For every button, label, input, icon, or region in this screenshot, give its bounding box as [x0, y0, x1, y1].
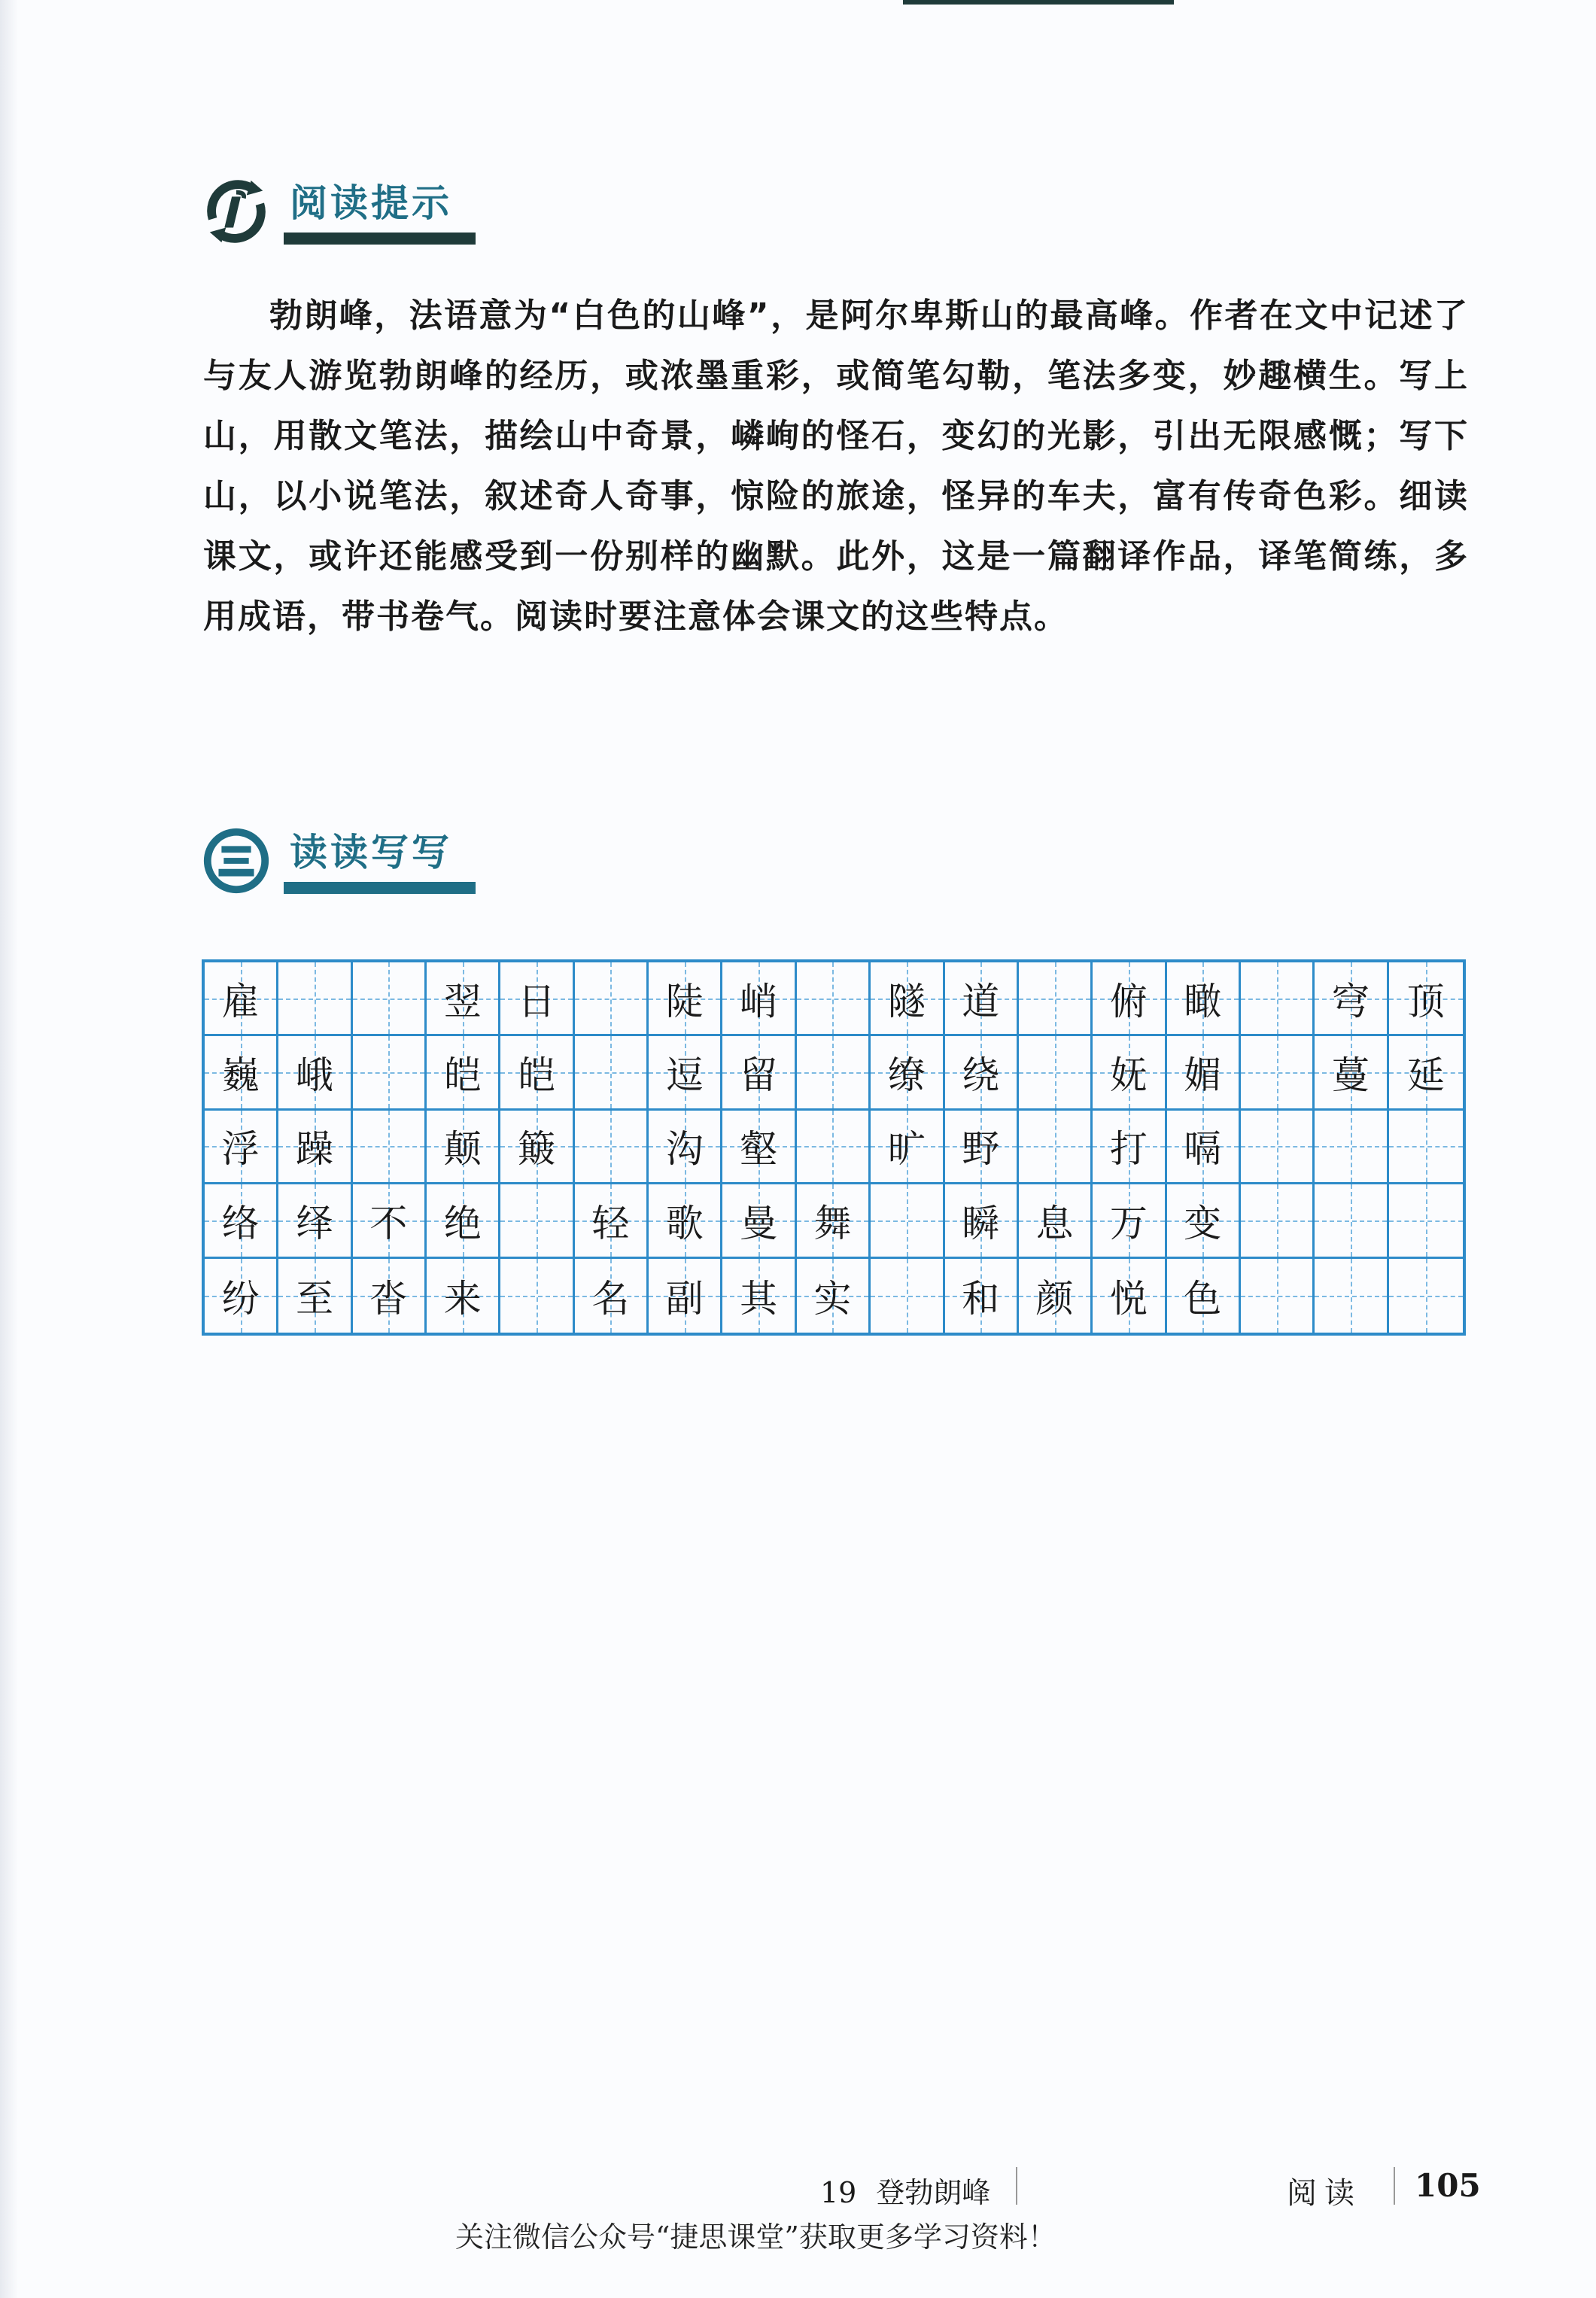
section-title: 阅读提示: [290, 181, 452, 225]
grid-cell: [1315, 962, 1388, 1036]
grid-cell: [649, 1184, 722, 1258]
reading-tip-text: 勃朗峰，法语意为“白色的山峰”，是阿尔卑斯山的最高峰。作者在文中记述了与友人游览勃朗峰的经历，或浓墨重彩，或简笔勾勒，笔法多变，妙趣横生。写上山，用散文笔法，描绘山中奇景，嶙峋的怪石，变幻的光影，引出无限感慨；写下山，以小说笔法，叙述奇人奇事，惊险的旅途，怪异的车夫，富有传奇色彩。细读课文，或许还能感受到一份别样的幽默。此外，这是一篇翻译作品，译笔简练，多用成语，带书卷气。阅读时要注意体会课文的这些特点。: [203, 296, 1469, 636]
grid-cell: [427, 1184, 500, 1258]
grid-cell: [1315, 1111, 1388, 1184]
grid-character: 来: [443, 1276, 482, 1321]
grid-cell: [1315, 1259, 1388, 1333]
grid-cell: [427, 1111, 500, 1184]
grid-cell: [1241, 1111, 1315, 1184]
three-lines-icon: [199, 824, 273, 898]
grid-character: 绎: [296, 1201, 334, 1245]
grid-character: 其: [740, 1276, 778, 1321]
grid-character: 皑: [518, 1053, 556, 1098]
grid-character: 轻: [591, 1201, 630, 1245]
grid-character: 变: [1184, 1201, 1222, 1245]
grid-cell: [1241, 962, 1315, 1036]
grid-character: 穹: [1331, 979, 1370, 1023]
grid-character: 巍: [221, 1053, 260, 1098]
section-title: 读读写写: [290, 830, 452, 874]
grid-cell: [1389, 1184, 1463, 1258]
grid-character: 打: [1109, 1127, 1148, 1172]
grid-character: 簸: [518, 1127, 556, 1172]
grid-cell: [649, 1111, 722, 1184]
grid-cell: [797, 962, 871, 1036]
grid-cell: [500, 1036, 574, 1110]
grid-cell: [205, 1259, 278, 1333]
grid-cell: [1389, 1111, 1463, 1184]
grid-cell: [205, 1036, 278, 1110]
grid-character: 实: [813, 1276, 852, 1321]
grid-cell: [1241, 1036, 1315, 1110]
grid-cell: [649, 962, 722, 1036]
grid-character: 浮: [221, 1127, 260, 1172]
grid-character: 留: [740, 1053, 778, 1098]
grid-cell: [797, 1259, 871, 1333]
read-write-header: [199, 824, 476, 898]
page-number: 105: [1415, 2167, 1481, 2204]
grid-character: 悦: [1109, 1276, 1148, 1321]
grid-character: 峭: [740, 979, 778, 1023]
reading-tip-header: [199, 175, 476, 248]
grid-cell: [871, 1036, 944, 1110]
grid-cell: [1167, 1111, 1241, 1184]
grid-character: 绕: [962, 1053, 1000, 1098]
grid-character: 道: [962, 979, 1000, 1023]
grid-character: 络: [221, 1201, 260, 1245]
grid-character: 顶: [1406, 979, 1445, 1023]
grid-cell: [575, 1259, 649, 1333]
grid-cell: [1241, 1259, 1315, 1333]
grid-cell: [353, 1259, 427, 1333]
section-underline: [284, 882, 476, 894]
grid-cell: [945, 1036, 1019, 1110]
grid-cell: [353, 962, 427, 1036]
grid-cell: [1315, 1184, 1388, 1258]
grid-cell: [1019, 1111, 1093, 1184]
grid-character: 舞: [813, 1201, 852, 1245]
grid-cell: [353, 1036, 427, 1110]
grid-cell: [500, 962, 574, 1036]
grid-cell: [575, 1036, 649, 1110]
grid-character: 和: [962, 1276, 1000, 1321]
grid-character: 颜: [1035, 1276, 1074, 1321]
grid-character: 旷: [887, 1127, 926, 1172]
grid-character: 歌: [665, 1201, 704, 1245]
grid-cell: [278, 1036, 352, 1110]
grid-cell: [1093, 1111, 1166, 1184]
grid-cell: [945, 1111, 1019, 1184]
grid-cell: [278, 1184, 352, 1258]
grid-character: 翌: [443, 979, 482, 1023]
grid-cell: [722, 1111, 796, 1184]
grid-cell: [353, 1184, 427, 1258]
grid-cell: [1389, 1036, 1463, 1110]
grid-character: 曼: [740, 1201, 778, 1245]
grid-cell: [500, 1259, 574, 1333]
grid-cell: [205, 1184, 278, 1258]
grid-cell: [1167, 1184, 1241, 1258]
grid-cell: [278, 962, 352, 1036]
lesson-title: 登勃朗峰: [876, 2176, 991, 2209]
grid-character: 野: [962, 1127, 1000, 1172]
grid-character: 息: [1035, 1201, 1074, 1245]
grid-character: 逗: [665, 1053, 704, 1098]
grid-cell: [945, 1184, 1019, 1258]
grid-character: 躁: [296, 1127, 334, 1172]
page-edge: [0, 0, 18, 2298]
grid-character: 瞰: [1184, 979, 1222, 1023]
grid-cell: [575, 1111, 649, 1184]
grid-cell: [1167, 962, 1241, 1036]
grid-cell: [797, 1184, 871, 1258]
grid-cell: [1019, 1036, 1093, 1110]
grid-character: 沓: [369, 1276, 408, 1321]
grid-cell: [945, 962, 1019, 1036]
footer-divider: [1394, 2167, 1395, 2205]
grid-cell: [945, 1259, 1019, 1333]
grid-character: 媚: [1184, 1053, 1222, 1098]
grid-cell: [722, 1036, 796, 1110]
grid-cell: [500, 1111, 574, 1184]
grid-cell: [1019, 962, 1093, 1036]
grid-cell: [1019, 1184, 1093, 1258]
grid-cell: [1315, 1036, 1388, 1110]
grid-cell: [205, 962, 278, 1036]
grid-cell: [1241, 1184, 1315, 1258]
grid-character: 颠: [443, 1127, 482, 1172]
grid-cell: [1093, 962, 1166, 1036]
grid-cell: [427, 1259, 500, 1333]
grid-character: 皑: [443, 1053, 482, 1098]
grid-character: 色: [1184, 1276, 1222, 1321]
grid-character: 嗝: [1184, 1127, 1222, 1172]
grid-cell: [427, 1036, 500, 1110]
grid-cell: [500, 1184, 574, 1258]
top-edge-mark: [903, 0, 1174, 5]
grid-character: 壑: [740, 1127, 778, 1172]
grid-character: 副: [665, 1276, 704, 1321]
grid-character: 不: [369, 1201, 408, 1245]
grid-character: 日: [518, 979, 556, 1023]
grid-character: 峨: [296, 1053, 334, 1098]
grid-character: 隧: [887, 979, 926, 1023]
grid-cell: [1019, 1259, 1093, 1333]
grid-cell: [1389, 1259, 1463, 1333]
grid-cell: [1093, 1184, 1166, 1258]
vocabulary-grid: [202, 959, 1466, 1336]
footer-section-label: 阅读: [1287, 2176, 1362, 2211]
grid-character: 纷: [221, 1276, 260, 1321]
grid-character: 万: [1109, 1201, 1148, 1245]
grid-cell: [1389, 962, 1463, 1036]
grid-cell: [722, 962, 796, 1036]
grid-character: 妩: [1109, 1053, 1148, 1098]
grid-cell: [1093, 1036, 1166, 1110]
grid-cell: [649, 1036, 722, 1110]
grid-cell: [871, 962, 944, 1036]
grid-cell: [575, 962, 649, 1036]
grid-character: 绝: [443, 1201, 482, 1245]
grid-cell: [871, 1259, 944, 1333]
grid-cell: [797, 1111, 871, 1184]
grid-cell: [427, 962, 500, 1036]
section-underline: [284, 233, 476, 245]
grid-character: 沟: [665, 1127, 704, 1172]
grid-character: 延: [1406, 1053, 1445, 1098]
grid-cell: [575, 1184, 649, 1258]
lesson-label: [820, 2169, 990, 2211]
grid-character: 名: [591, 1276, 630, 1321]
grid-character: 至: [296, 1276, 334, 1321]
grid-cell: [871, 1184, 944, 1258]
grid-character: 俯: [1109, 979, 1148, 1023]
grid-cell: [1093, 1259, 1166, 1333]
grid-cell: [722, 1259, 796, 1333]
grid-cell: [278, 1259, 352, 1333]
grid-cell: [1167, 1036, 1241, 1110]
grid-character: 缭: [887, 1053, 926, 1098]
grid-character: 瞬: [962, 1201, 1000, 1245]
grid-cell: [871, 1111, 944, 1184]
reading-tip-icon: [199, 175, 273, 248]
grid-cell: [722, 1184, 796, 1258]
grid-cell: [278, 1111, 352, 1184]
lesson-number: 19: [820, 2176, 857, 2209]
grid-cell: [205, 1111, 278, 1184]
grid-character: 陡: [665, 979, 704, 1023]
footer-divider: [1016, 2167, 1017, 2205]
grid-character: 蔓: [1331, 1053, 1370, 1098]
grid-cell: [353, 1111, 427, 1184]
grid-cell: [797, 1036, 871, 1110]
grid-character: 雇: [221, 979, 260, 1023]
watermark-text: 关注微信公众号“捷思课堂”获取更多学习资料！: [455, 2220, 1056, 2254]
grid-cell: [649, 1259, 722, 1333]
grid-cell: [1167, 1259, 1241, 1333]
